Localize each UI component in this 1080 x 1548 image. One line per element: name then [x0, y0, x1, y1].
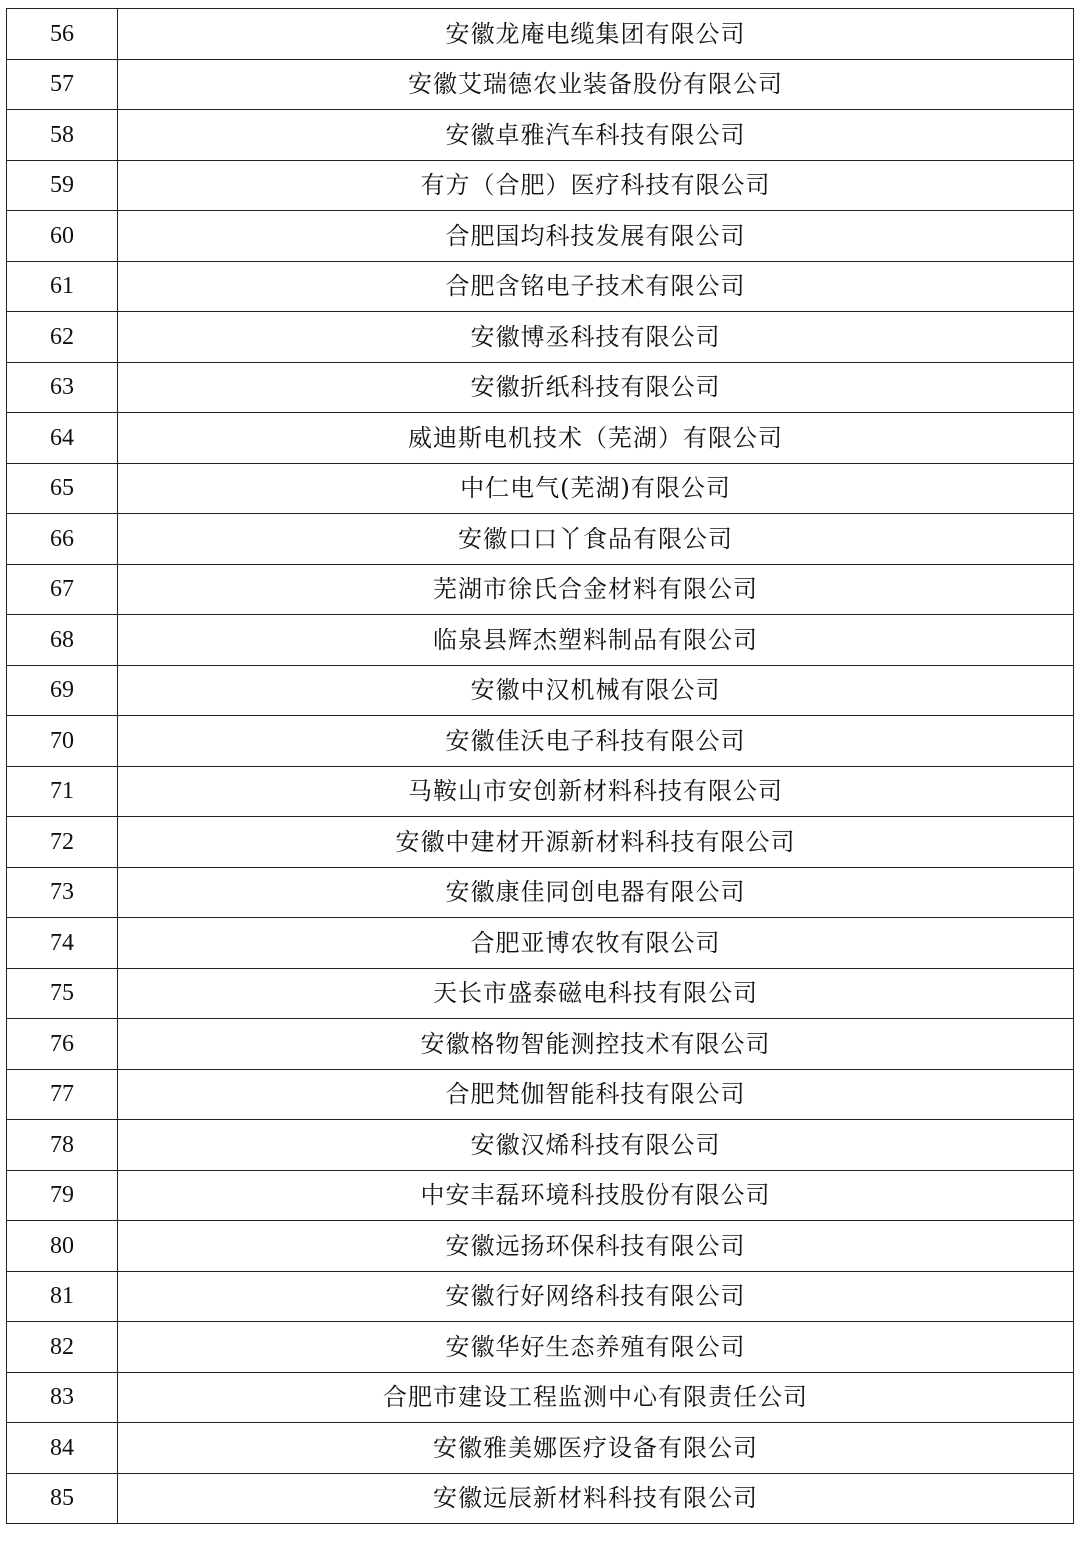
company-name: 中安丰磊环境科技股份有限公司 — [118, 1170, 1074, 1221]
company-name: 安徽折纸科技有限公司 — [118, 362, 1074, 413]
table-row — [7, 918, 1074, 969]
company-name: 安徽卓雅汽车科技有限公司 — [118, 110, 1074, 161]
company-list-table — [6, 8, 1074, 1524]
row-number: 76 — [7, 1019, 118, 1070]
row-number: 58 — [7, 110, 118, 161]
row-number: 84 — [7, 1423, 118, 1474]
table-row — [7, 514, 1074, 565]
table-row — [7, 615, 1074, 666]
company-name: 安徽佳沃电子科技有限公司 — [118, 716, 1074, 767]
company-name: 天长市盛泰磁电科技有限公司 — [118, 968, 1074, 1019]
table-row — [7, 110, 1074, 161]
company-name: 合肥亚博农牧有限公司 — [118, 918, 1074, 969]
company-name: 威迪斯电机技术（芜湖）有限公司 — [118, 413, 1074, 464]
table-row — [7, 59, 1074, 110]
company-name: 合肥国均科技发展有限公司 — [118, 211, 1074, 262]
company-name: 安徽汉烯科技有限公司 — [118, 1120, 1074, 1171]
table-row — [7, 665, 1074, 716]
company-name: 有方（合肥）医疗科技有限公司 — [118, 160, 1074, 211]
company-list-sheet — [6, 8, 1074, 1539]
row-number: 62 — [7, 312, 118, 363]
row-number: 82 — [7, 1322, 118, 1373]
table-row — [7, 211, 1074, 262]
company-name: 安徽龙庵电缆集团有限公司 — [118, 9, 1074, 60]
table-row — [7, 9, 1074, 60]
row-number: 67 — [7, 564, 118, 615]
table-row — [7, 1120, 1074, 1171]
row-number: 74 — [7, 918, 118, 969]
row-number: 68 — [7, 615, 118, 666]
row-number: 63 — [7, 362, 118, 413]
table-row — [7, 1069, 1074, 1120]
table-row — [7, 463, 1074, 514]
table-row — [7, 766, 1074, 817]
row-number: 71 — [7, 766, 118, 817]
company-name: 安徽中建材开源新材料科技有限公司 — [118, 817, 1074, 868]
table-row — [7, 564, 1074, 615]
table-row — [7, 1322, 1074, 1373]
row-number: 59 — [7, 160, 118, 211]
row-number: 64 — [7, 413, 118, 464]
company-name: 合肥梵伽智能科技有限公司 — [118, 1069, 1074, 1120]
row-number: 83 — [7, 1372, 118, 1423]
row-number: 85 — [7, 1473, 118, 1524]
company-name: 中仁电气(芜湖)有限公司 — [118, 463, 1074, 514]
table-row — [7, 1473, 1074, 1524]
table-row — [7, 817, 1074, 868]
row-number: 77 — [7, 1069, 118, 1120]
row-number: 70 — [7, 716, 118, 767]
company-name: 安徽远辰新材料科技有限公司 — [118, 1473, 1074, 1524]
row-number: 73 — [7, 867, 118, 918]
table-row — [7, 1423, 1074, 1474]
row-number: 79 — [7, 1170, 118, 1221]
company-name: 安徽行好网络科技有限公司 — [118, 1271, 1074, 1322]
row-number: 60 — [7, 211, 118, 262]
row-number: 72 — [7, 817, 118, 868]
row-number: 69 — [7, 665, 118, 716]
table-row — [7, 1170, 1074, 1221]
company-name: 安徽远扬环保科技有限公司 — [118, 1221, 1074, 1272]
table-row — [7, 362, 1074, 413]
company-name: 安徽康佳同创电器有限公司 — [118, 867, 1074, 918]
table-row — [7, 413, 1074, 464]
table-row — [7, 968, 1074, 1019]
table-row — [7, 160, 1074, 211]
table-row — [7, 867, 1074, 918]
table-row — [7, 1019, 1074, 1070]
table-row — [7, 1271, 1074, 1322]
row-number: 81 — [7, 1271, 118, 1322]
company-name: 临泉县辉杰塑料制品有限公司 — [118, 615, 1074, 666]
row-number: 78 — [7, 1120, 118, 1171]
company-name: 安徽华好生态养殖有限公司 — [118, 1322, 1074, 1373]
row-number: 57 — [7, 59, 118, 110]
table-body — [7, 9, 1074, 1524]
row-number: 80 — [7, 1221, 118, 1272]
table-row — [7, 1221, 1074, 1272]
company-name: 安徽格物智能测控技术有限公司 — [118, 1019, 1074, 1070]
row-number: 56 — [7, 9, 118, 60]
company-name: 安徽艾瑞德农业装备股份有限公司 — [118, 59, 1074, 110]
table-row — [7, 312, 1074, 363]
company-name: 安徽口口丫食品有限公司 — [118, 514, 1074, 565]
company-name: 安徽中汉机械有限公司 — [118, 665, 1074, 716]
row-number: 61 — [7, 261, 118, 312]
company-name: 安徽雅美娜医疗设备有限公司 — [118, 1423, 1074, 1474]
company-name: 芜湖市徐氏合金材料有限公司 — [118, 564, 1074, 615]
row-number: 65 — [7, 463, 118, 514]
row-number: 66 — [7, 514, 118, 565]
company-name: 合肥市建设工程监测中心有限责任公司 — [118, 1372, 1074, 1423]
table-row — [7, 261, 1074, 312]
table-row — [7, 1372, 1074, 1423]
company-name: 马鞍山市安创新材料科技有限公司 — [118, 766, 1074, 817]
row-number: 75 — [7, 968, 118, 1019]
company-name: 安徽博丞科技有限公司 — [118, 312, 1074, 363]
company-name: 合肥含铭电子技术有限公司 — [118, 261, 1074, 312]
table-row — [7, 716, 1074, 767]
